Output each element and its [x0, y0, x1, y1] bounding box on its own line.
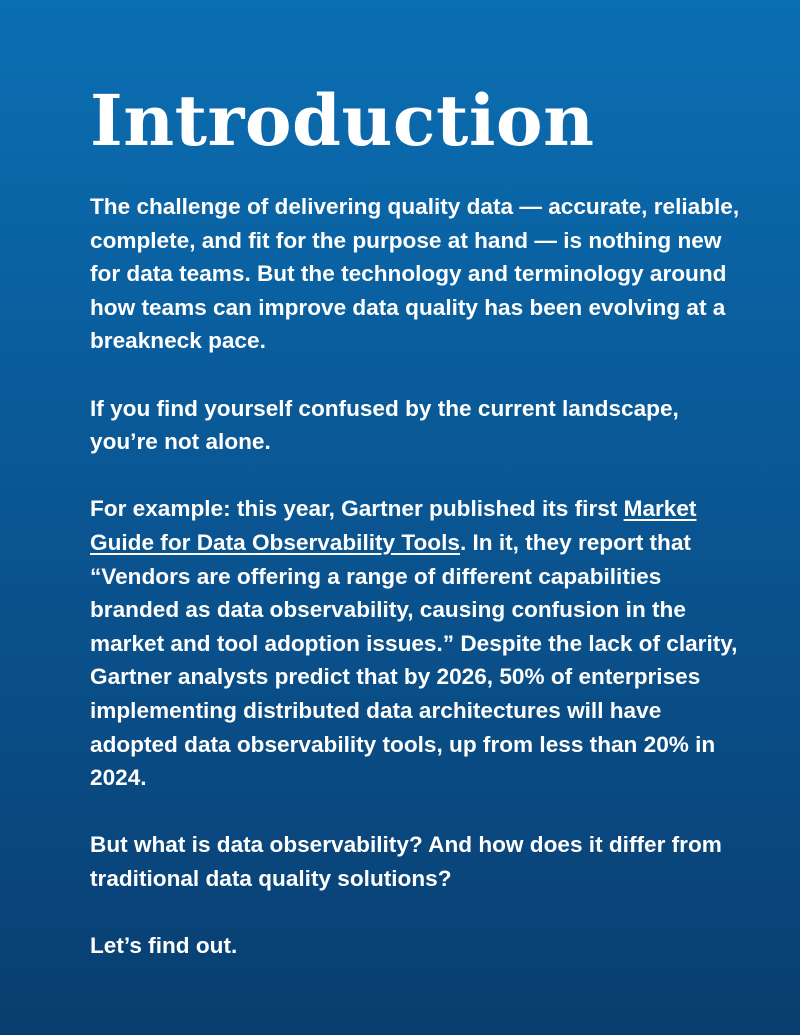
- market-guide-link[interactable]: Market Guide for Data Observability Tools: [90, 496, 697, 555]
- paragraph-question: But what is data observability? And how does it differ from traditional data quality solutions?: [90, 832, 722, 891]
- paragraph-confused: If you find yourself confused by the current landscape, you’re not alone.: [90, 395, 679, 455]
- paragraph-gartner-rest: . In it, they report that “Vendors are offering a range of different capabilities branded as data observability, causing confusion in the market and tool adoption issues.” Despite the lack of clarity, Gartner analysts predict that by 2026, 50% of enterprises implementing distributed data architectures will have adopted data observability tools, up from less than 20% in 2024.: [90, 529, 738, 791]
- paragraph-gartner-lead: For example: this year, Gartner published its first: [90, 496, 624, 522]
- paragraph-closing: Let’s find out.: [90, 933, 238, 959]
- paragraph-gartner: [90, 492, 744, 794]
- paragraph-intro: The challenge of delivering quality data — accurate, reliable, complete, and fit for the purpose at hand — is nothing new for data teams. But the technology and terminology around how teams can improve data quality has been evolving at a breakneck pace.: [90, 194, 740, 354]
- page-title: Introduction: [90, 79, 595, 162]
